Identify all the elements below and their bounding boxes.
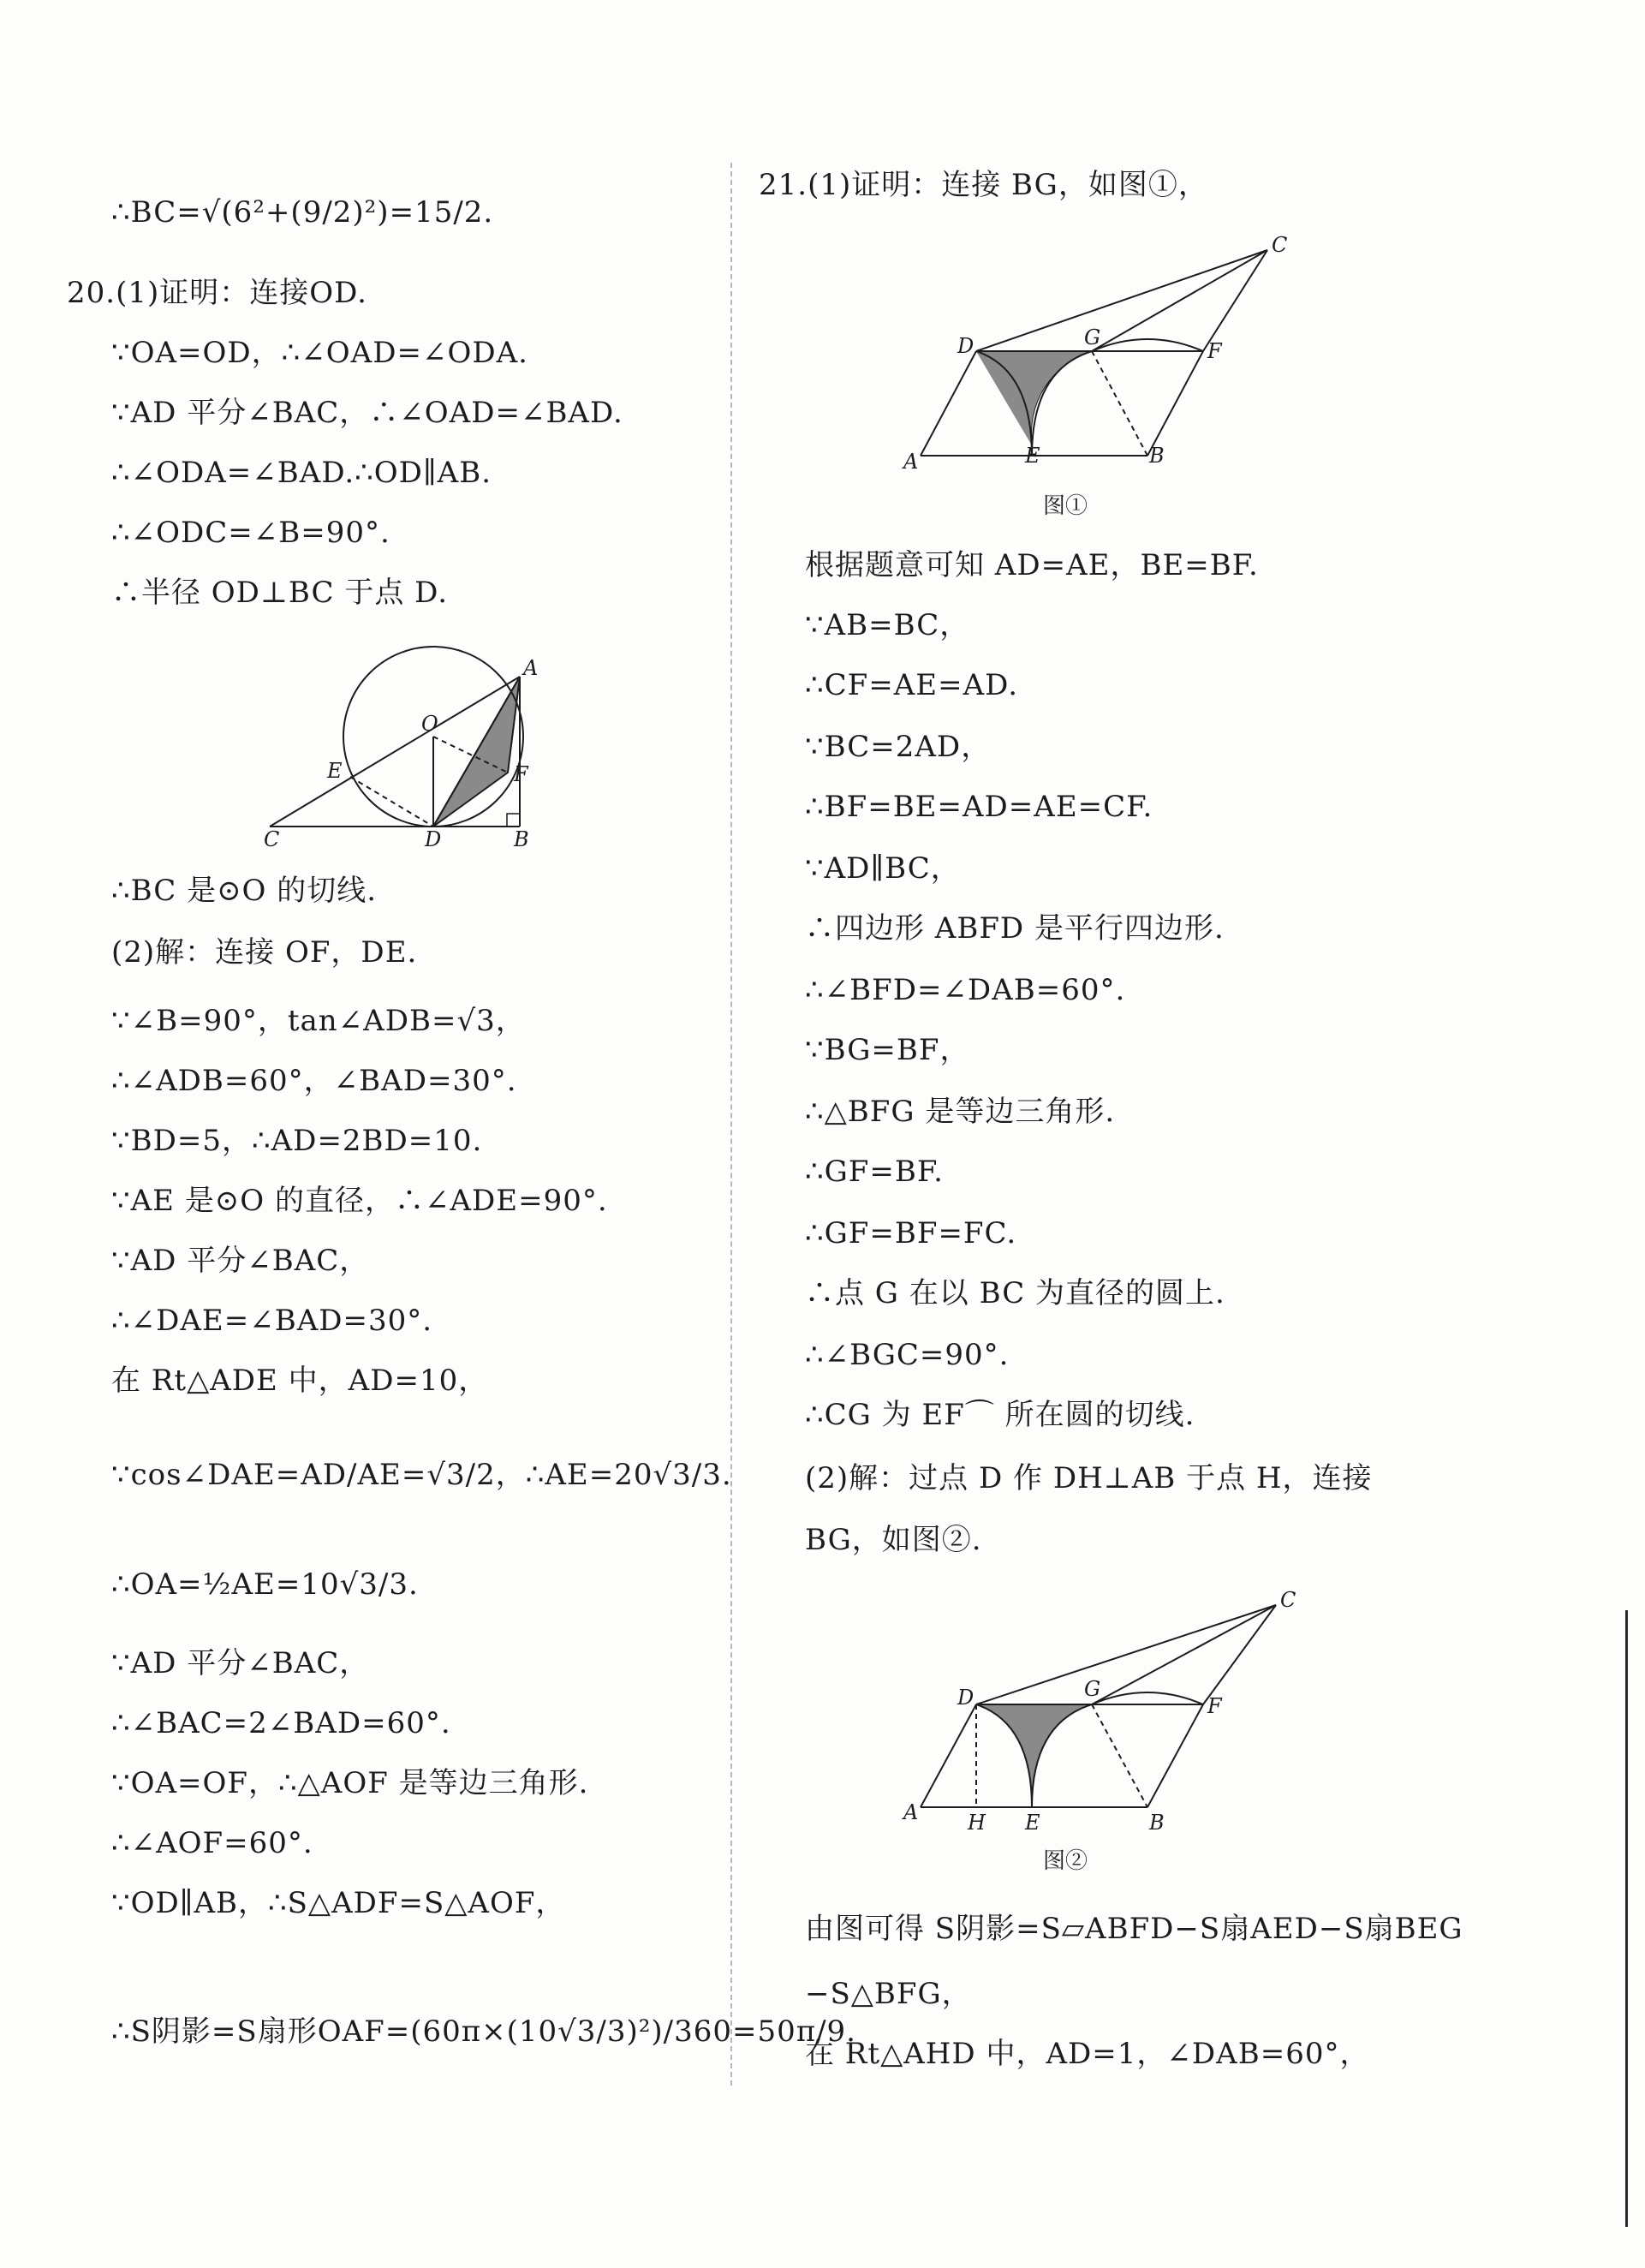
q21-line: ∴CF=AE=AD. xyxy=(805,668,1018,702)
label-a: A xyxy=(903,1800,919,1824)
q21-line: −S△BFG， xyxy=(805,1977,972,2011)
line-dc xyxy=(976,250,1267,351)
q20-line: (2)解：连接 OF，DE. xyxy=(111,935,418,970)
oa-line: ∴OA=½AE=10√3/3. xyxy=(111,1567,419,1602)
label-o: O xyxy=(421,712,438,736)
label-e: E xyxy=(1025,1811,1040,1835)
q20-line: ∴∠ODA=∠BAD.∴OD∥AB. xyxy=(111,456,492,490)
q21-line: ∴GF=BF. xyxy=(805,1155,944,1189)
q21-figure-1-bottom xyxy=(891,439,1302,473)
line-fc xyxy=(1203,1605,1276,1704)
label-a: A xyxy=(903,450,919,474)
line-gc xyxy=(1092,250,1267,351)
q20-line: ∵OD∥AB，∴S△ADF=S△AOF， xyxy=(111,1886,566,1920)
arc-ef-upper xyxy=(1092,1692,1203,1704)
q20-line: ∵∠B=90°，tan∠ADB=√3， xyxy=(111,1004,526,1038)
q20-line: ∴∠BAC=2∠BAD=60°. xyxy=(111,1706,451,1740)
label-e: E xyxy=(1025,444,1040,468)
label-f: F xyxy=(1207,1694,1222,1718)
q21-line: 在 Rt△AHD 中，AD=1，∠DAB=60°， xyxy=(805,2037,1370,2071)
q20-line: ∴BC 是⊙O 的切线. xyxy=(111,874,378,908)
line-gb xyxy=(1092,1704,1147,1807)
line-bf xyxy=(1147,1704,1203,1807)
q21-line: ∴△BFG 是等边三角形. xyxy=(805,1095,1116,1129)
shade-area-line: ∴S阴影=S扇形OAF=(60π×(10√3/3)²)/360=50π/9. xyxy=(111,2014,856,2049)
page-edge-shadow xyxy=(1625,1610,1628,2227)
q20-line: ∵AD 平分∠BAC，∴∠OAD=∠BAD. xyxy=(111,396,623,430)
cos-line: ∵cos∠DAE=AD/AE=√3/2，∴AE=20√3/3. xyxy=(111,1458,732,1492)
q21-line: ∴∠BGC=90°. xyxy=(805,1338,1010,1372)
q21-line: ∴四边形 ABFD 是平行四边形. xyxy=(805,911,1225,946)
line-gc xyxy=(1092,1605,1276,1704)
column-divider xyxy=(730,163,732,2086)
q20-line: ∵AE 是⊙O 的直径，∴∠ADE=90°. xyxy=(111,1184,608,1218)
q21-figure-2 xyxy=(891,1583,1302,1840)
q21-line: 根据题意可知 AD=AE，BE=BF. xyxy=(805,548,1259,582)
label-b: B xyxy=(1149,1811,1165,1835)
q21-title: 21.(1)证明：连接 BG，如图①， xyxy=(759,168,1208,202)
label-e: E xyxy=(327,759,343,783)
q20-line: ∴∠DAE=∠BAD=30°. xyxy=(111,1304,433,1338)
line-fc xyxy=(1203,250,1267,351)
label-c: C xyxy=(264,827,280,851)
q21-line: ∴点 G 在以 BC 为直径的圆上. xyxy=(805,1276,1225,1310)
q21-line: ∵BG=BF， xyxy=(805,1033,970,1067)
fig1-caption: 图① xyxy=(1043,493,1088,519)
q21-line: 由图可得 S阴影=S▱ABFD−S扇AED−S扇BEG xyxy=(805,1912,1463,1946)
label-c: C xyxy=(1280,1588,1296,1612)
label-d: D xyxy=(957,1686,974,1710)
q20-line: ∵BD=5，∴AD=2BD=10. xyxy=(111,1124,483,1158)
q21-line: BG，如图②. xyxy=(805,1523,982,1557)
label-f: F xyxy=(1207,339,1222,363)
q21-line: (2)解：过点 D 作 DH⊥AB 于点 H，连接 xyxy=(805,1461,1373,1495)
label-a: A xyxy=(523,656,539,680)
q21-figure-1 xyxy=(891,233,1302,474)
q20-line: 在 Rt△ADE 中，AD=10， xyxy=(111,1364,489,1398)
label-b: B xyxy=(514,827,529,851)
q20-line: ∴半径 OD⊥BC 于点 D. xyxy=(111,576,449,610)
q20-title: 20.(1)证明：连接OD. xyxy=(67,276,367,310)
line-dc xyxy=(976,1605,1276,1704)
q21-line: ∵BC=2AD， xyxy=(805,730,992,764)
q21-line: ∵AD∥BC， xyxy=(805,851,961,886)
q20-line: ∵OA=OD，∴∠OAD=∠ODA. xyxy=(111,336,528,370)
line-ad xyxy=(921,1704,976,1807)
bc-formula: ∴BC=√(6²+(9/2)²)=15/2. xyxy=(111,195,494,230)
q21-line: ∴BF=BE=AD=AE=CF. xyxy=(805,790,1153,824)
q21-line: ∵AB=BC， xyxy=(805,608,970,642)
q20-line: ∴∠AOF=60°. xyxy=(111,1826,313,1860)
fig2-caption: 图② xyxy=(1043,1848,1088,1874)
q21-line: ∴∠BFD=∠DAB=60°. xyxy=(805,973,1126,1007)
label-c: C xyxy=(1272,233,1288,257)
label-g: G xyxy=(1084,1677,1101,1701)
label-d: D xyxy=(425,827,442,851)
q20-line: ∴∠ADB=60°，∠BAD=30°. xyxy=(111,1064,517,1098)
right-angle-mark xyxy=(507,814,520,827)
label-h: H xyxy=(968,1811,986,1835)
shaded-region-2 xyxy=(976,1704,1092,1807)
q21-line: ∴GF=BF=FC. xyxy=(805,1216,1017,1250)
q21-line: ∴CG 为 EF⌒ 所在圆的切线. xyxy=(805,1398,1195,1432)
label-f: F xyxy=(514,762,528,786)
q20-line: ∵AD 平分∠BAC， xyxy=(111,1646,370,1680)
label-d: D xyxy=(957,334,974,358)
label-b: B xyxy=(1149,444,1165,468)
line-ed xyxy=(350,777,433,827)
q20-line: ∵AD 平分∠BAC， xyxy=(111,1244,370,1278)
q20-circle-figure xyxy=(231,634,557,851)
q20-line: ∵OA=OF，∴△AOF 是等边三角形. xyxy=(111,1766,589,1800)
q20-line: ∴∠ODC=∠B=90°. xyxy=(111,516,390,550)
label-g: G xyxy=(1084,325,1101,349)
